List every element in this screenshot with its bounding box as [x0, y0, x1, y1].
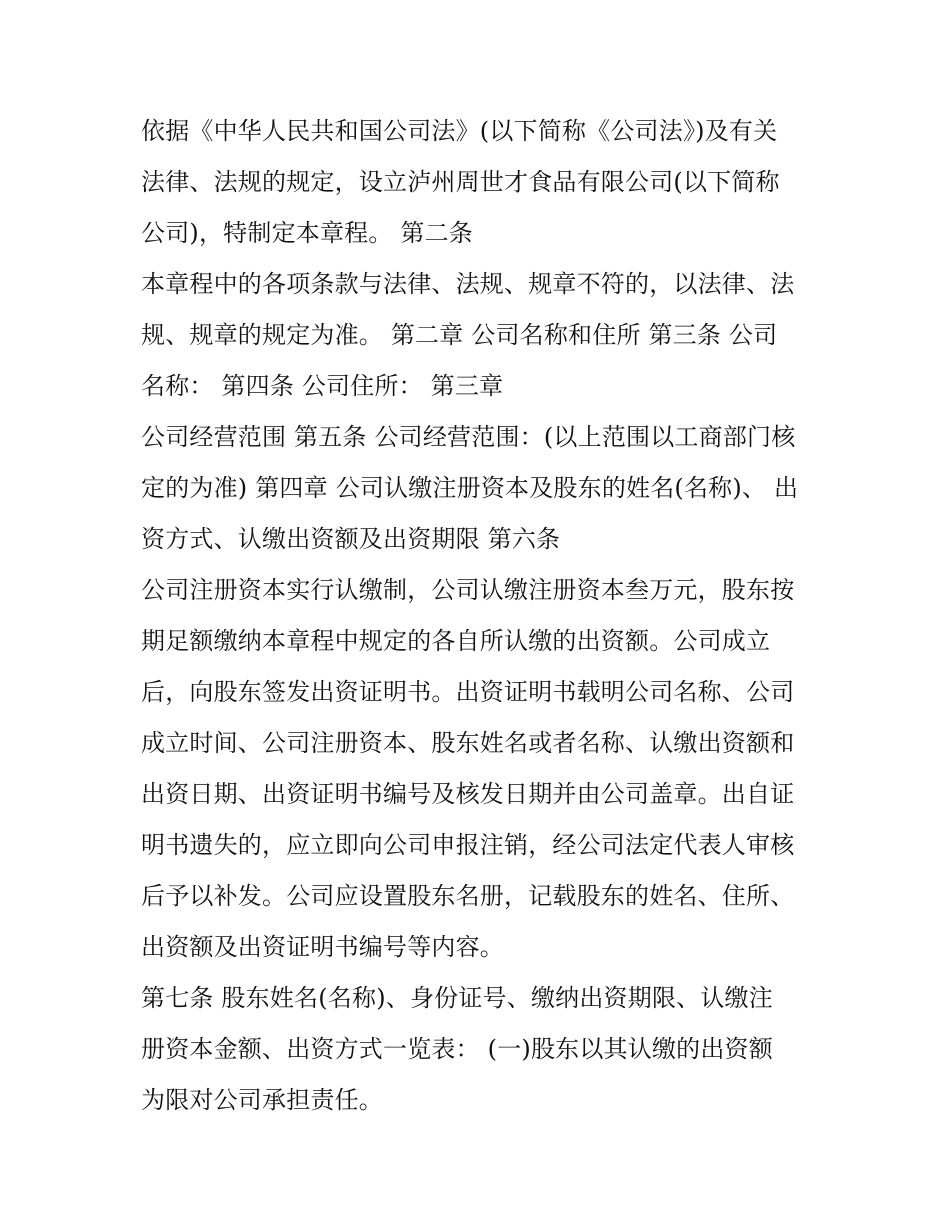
- text-line: 法律、法规的规定，设立泸州周世才食品有限公司(以下简称: [141, 168, 780, 196]
- text-line: 册资本金额、出资方式一览表： (一)股东以其认缴的出资额: [141, 1035, 773, 1063]
- text-line: 后予以补发。公司应设置股东名册，记载股东的姓名、住所、: [141, 882, 795, 910]
- text-line: 依据《中华人民共和国公司法》(以下简称《公司法》)及有关: [141, 117, 778, 145]
- text-line: 第七条 股东姓名(名称)、身份证号、缴纳出资期限、认缴注: [141, 984, 773, 1012]
- text-line: 为限对公司承担责任。: [141, 1086, 383, 1114]
- document-body: [141, 106, 821, 1126]
- text-line: 明书遗失的，应立即向公司申报注销，经公司法定代表人审核: [141, 831, 795, 859]
- text-line: 后，向股东签发出资证明书。出资证明书载明公司名称、公司: [141, 678, 795, 706]
- text-line: 定的为准) 第四章 公司认缴注册资本及股东的姓名(名称)、 出: [141, 474, 799, 502]
- text-line: 出资额及出资证明书编号等内容。: [141, 933, 504, 961]
- text-line: 名称： 第四条 公司住所： 第三章: [141, 372, 504, 400]
- text-line: 公司)，特制定本章程。 第二条: [141, 219, 473, 247]
- text-line: 期足额缴纳本章程中规定的各自所认缴的出资额。公司成立: [141, 627, 771, 655]
- text-line: 出资日期、出资证明书编号及核发日期并由公司盖章。出自证: [141, 780, 795, 808]
- text-line: 规、规章的规定为准。 第二章 公司名称和住所 第三条 公司: [141, 321, 778, 349]
- text-line: 资方式、认缴出资额及出资期限 第六条: [141, 525, 561, 553]
- text-line: 公司注册资本实行认缴制，公司认缴注册资本叁万元，股东按: [141, 576, 795, 604]
- text-line: 本章程中的各项条款与法律、法规、规章不符的，以法律、法: [141, 270, 795, 298]
- text-line: 成立时间、公司注册资本、股东姓名或者名称、认缴出资额和: [141, 729, 795, 757]
- text-line: 公司经营范围 第五条 公司经营范围：(以上范围以工商部门核: [141, 423, 796, 451]
